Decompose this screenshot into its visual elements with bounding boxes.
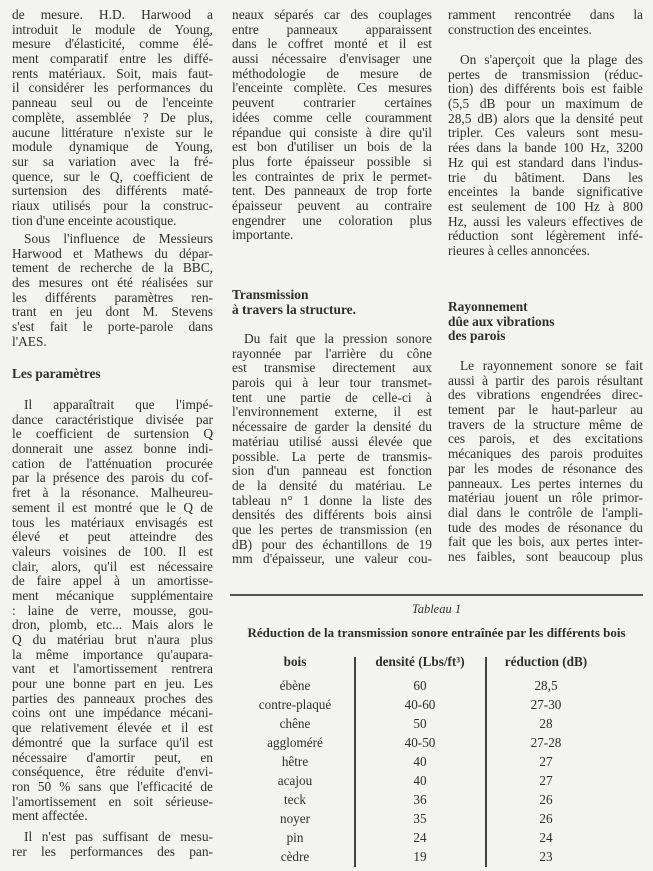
text-line: Il apparaîtrait que l'impé- [24,397,213,412]
cell-reduction: 26 [539,811,553,826]
text-line: introduit le module de Young, [12,21,213,37]
text-line: de mesure. H.D. Harwood a [12,7,213,22]
text-line: est transmise directement aux [232,360,432,376]
paragraph [448,8,643,37]
text-line: les contraintes de prix le permet- [232,168,432,184]
text-line: aussi nécessaire d'envisager une [232,51,432,67]
text-line: tent. Des panneaux de trop forte [232,183,432,199]
text-line: neaux séparés car des couplages [232,7,432,22]
text-line: coins ont une impédance mécani- [12,705,213,721]
cell-reduction: 23 [539,849,553,864]
text-line: tent une partie de celle-ci à [232,389,432,405]
text-line: surtension des différents maté- [12,183,213,199]
text-line: la même importance qu'aupara- [12,646,213,662]
text-line: l'enceinte complète. Ces mesures [232,80,432,96]
text-line: fait que les bois, aux pertes inter- [448,534,643,550]
section-heading [232,288,432,317]
cell-densite: 19 [413,849,427,864]
text-line: des vibrations engendrées direc- [448,387,643,403]
text-line: démontré que la surface qu'il est [12,734,213,750]
text-line: aussi à partir des parois résultant [448,372,643,388]
text-line: l'environnement externe, il est [232,404,432,420]
text-line: On s'aperçoit que la plage des [460,52,643,67]
text-line: tripler. Ces valeurs sont mesu- [448,125,643,141]
text-line: donnerait une assez bonne indi- [12,441,213,457]
text-line: tement de recherche de la BBC, [12,260,213,276]
cell-reduction: 28,5 [534,678,558,693]
text-line: peuvent contrarier certaines [232,95,432,111]
text-line: tement par le haut-parleur au [448,402,643,418]
text-line: que les pertes de transmission (en [232,521,432,537]
cell-reduction: 24 [539,830,553,845]
cell-bois: chêne [279,716,311,731]
text-line: importante. [232,227,294,243]
text-line: panneau seul ou de l'enceinte [12,95,213,111]
text-line: tion) des différents bois est faible [448,81,643,97]
text-line: (5,5 dB pour un maximum de [448,96,643,112]
text-line: vant et l'amortissement rentrera [12,661,213,677]
text-line: mesure d'élasticité, comme élé- [12,36,213,52]
text-line: trant en jeu dont M. Stevens [12,304,213,320]
cell-densite: 36 [413,792,427,807]
cell-bois: noyer [279,811,311,826]
text-line: engendrer une coloration plus [232,212,432,228]
paragraph [448,53,643,259]
text-line: tude des modes de résonance du [448,519,643,535]
cell-densite: 50 [413,716,427,731]
column-header-densite: densité (Lbs/ft³) [375,654,465,669]
text-line: tion d'une enceinte acoustique. [12,212,177,228]
text-line: ces parois, et des excitations [448,431,643,447]
text-line: l'AES. [12,333,47,349]
cell-bois: cèdre [280,849,310,864]
text-line: rées dans la bande 100 Hz, 3200 [448,140,643,156]
text-line: Le rayonnement sonore se fait [460,358,643,373]
paragraph [12,232,213,350]
text-line: élevé et peut atteindre des [12,529,213,545]
text-line: pour une bonne part en jeu. Les [12,676,213,692]
text-line: : laine de verre, mousse, gou- [12,602,213,618]
text-line: parois qui à leur tour transmet- [232,375,432,391]
text-line: fret à la résonance. Malheureu- [12,485,213,501]
text-line: dans le coffret monté et il est [232,36,432,52]
text-line: module dynamique de Young, [12,139,213,155]
cell-densite: 40-50 [404,735,436,750]
text-line: est bon d'utiliser un bois de la [232,139,432,155]
text-line: quence, sur le Q, coefficient de [12,168,213,184]
text-line: matériau jouent un rôle primor- [448,490,643,506]
text-line: dance caractéristique divisée par [12,411,213,427]
text-line: sur sa variation avec la fré- [12,153,213,169]
text-line: épaisseur peuvent au contraire [232,197,432,213]
text-line: rents matériaux. Soit, mais faut- [12,65,213,81]
text-line: 28,5 dB) alors que la densité peut [448,110,643,126]
text-line: répandue qui consiste à dire qu'il [232,124,432,140]
cell-densite: 24 [413,830,427,845]
text-line: Q du matériau brut n'aura plus [12,632,213,647]
section-heading: Les paramètres [12,366,101,381]
text-line: pertes de transmission (réduc- [448,66,643,82]
cell-densite: 40 [413,754,427,769]
cell-bois: aggloméré [267,735,323,750]
cell-reduction: 27 [539,773,553,788]
text-line: le coefficient de surtension Q [12,426,213,442]
text-line: complète, assemblée ? De plus, [12,109,213,125]
text-line: trie du bâtiment. Dans les [448,169,643,185]
text-line: de faire appel à un amortisse- [12,573,213,589]
table-top-rule [230,594,643,596]
text-line: enceintes la bande significative [448,184,643,200]
section-heading [448,300,643,344]
text-line: riaux utilisés pour la construc- [12,197,213,213]
text-line: ment mécanique supplémentaire [12,587,213,603]
text-line: valeurs voisines de 100. Il est [12,543,213,559]
text-line: nes faibles, sont beaucoup plus [448,548,643,564]
cell-densite: 35 [413,811,427,826]
text-line: conséquence, être réduite d'envi- [12,764,213,780]
text-line: sement il est montré que le Q de [12,499,213,515]
column-header-bois: bois [283,654,307,669]
text-line: matériau utilisé aussi élevée que [232,433,432,449]
cell-bois: hêtre [281,754,309,769]
text-line: Harwood et Mathews du dépar- [12,245,213,261]
text-line: dB) pour des échantillons de 19 [232,536,432,552]
cell-reduction: 27-30 [530,697,562,712]
text-line: cation de l'atténuation procurée [12,455,213,471]
paragraph [232,332,432,567]
text-line: rayonnée par l'arrière du cône [232,345,432,361]
text-line: tableau n° 1 donne la liste des [232,492,432,508]
heading-line: à travers la structure. [232,301,356,317]
text-line: que relativement élevée et il est [12,720,213,736]
text-line: ron 50 % sans que l'efficacité de [12,778,213,794]
text-line: travers de la structure même de [448,416,643,432]
heading-line: Rayonnement [448,299,528,314]
text-line: nécessaire d'amortir peut, en [12,749,213,765]
text-line: dial dans le contrôle de l'ampli- [448,504,643,520]
text-line: entre panneaux apparaissent [232,21,432,37]
text-line: est seulement de 100 Hz à 800 [448,198,643,214]
text-line: ramment rencontrée dans la [448,7,643,22]
heading-line: des parois [448,328,506,344]
text-line: méthodologie de mesure de [232,65,432,81]
text-line: mm d'épaisseur, une valeur cou- [232,551,432,567]
text-line: Il n'est pas suffisant de mesu- [24,829,213,844]
paragraph [12,398,213,824]
text-line: ment affectée. [12,808,88,824]
table-title: Réduction de la transmission sonore entraînée par les différents bois [247,625,626,640]
cell-densite: 60 [413,678,427,693]
cell-bois: ébène [279,678,311,693]
text-line: ment comparatif entre les diffé- [12,51,213,67]
paragraph [448,359,643,565]
cell-bois: contre-plaqué [258,697,332,712]
text-line: dron, plomb, etc... Mais alors le [12,617,213,633]
text-line: mécaniques des parois produites [448,446,643,462]
cell-reduction: 27 [539,754,553,769]
paragraph [12,830,213,859]
heading-line: dûe aux vibrations [448,313,555,329]
cell-bois: pin [286,830,304,845]
text-line: densités des différents bois ainsi [232,507,432,523]
paragraph [12,8,213,228]
cell-bois: teck [284,792,306,807]
text-line: possible. La perte de transmis- [232,448,432,464]
cell-densite: 40 [413,773,427,788]
text-line: réduction sont légèrement infé- [448,228,643,244]
cell-densite: 40-60 [404,697,436,712]
text-line: par les modes de résonance des [448,460,643,476]
text-line: s'est fait le porte-parole dans [12,319,213,335]
cell-reduction: 27-28 [530,735,562,750]
text-line: l'amortissement en soit sérieuse- [12,793,213,809]
heading-line: Transmission [232,287,309,302]
text-line: Hz, aussi les valeurs effectives de [448,213,643,229]
text-line: tous les matériaux envisagés est [12,514,213,530]
cell-reduction: 26 [539,792,553,807]
text-line: panneaux. Les pertes internes du [448,475,643,491]
text-line: parties des panneaux proches des [12,690,213,706]
text-line: sion d'un panneau est fonction [232,463,432,479]
cell-bois: acajou [277,773,313,788]
cell-reduction: 28 [539,716,553,731]
text-line: idées comme celle couramment [232,109,432,125]
text-line: aucune littérature n'existe sur le [12,124,213,140]
table-caption: Tableau 1 [411,602,462,616]
text-line: il considérer les performances du [12,80,213,96]
text-line: Hz qui est standard dans l'indus- [448,154,643,170]
column-header-reduction: réduction (dB) [504,654,588,669]
text-line: clair, alors, qu'il est nécessaire [12,558,213,574]
text-line: les différents paramètres ren- [12,289,213,305]
text-line: Du fait que la pression sonore [244,331,432,346]
text-line: rieures à celles annoncées. [448,242,591,258]
text-line: par la présence des parois du cof- [12,470,213,486]
text-line: de la densité du matériau. Le [232,477,432,493]
text-line: nécessaire de garder la densité du [232,419,432,435]
text-line: des mesures ont été réalisées sur [12,275,213,291]
text-line: plus forte épaisseur possible si [232,153,432,169]
text-line: Sous l'influence de Messieurs [24,231,213,246]
paragraph [232,8,432,243]
text-line: construction des enceintes. [448,21,592,37]
text-line: rer les performances des pan- [12,843,213,859]
